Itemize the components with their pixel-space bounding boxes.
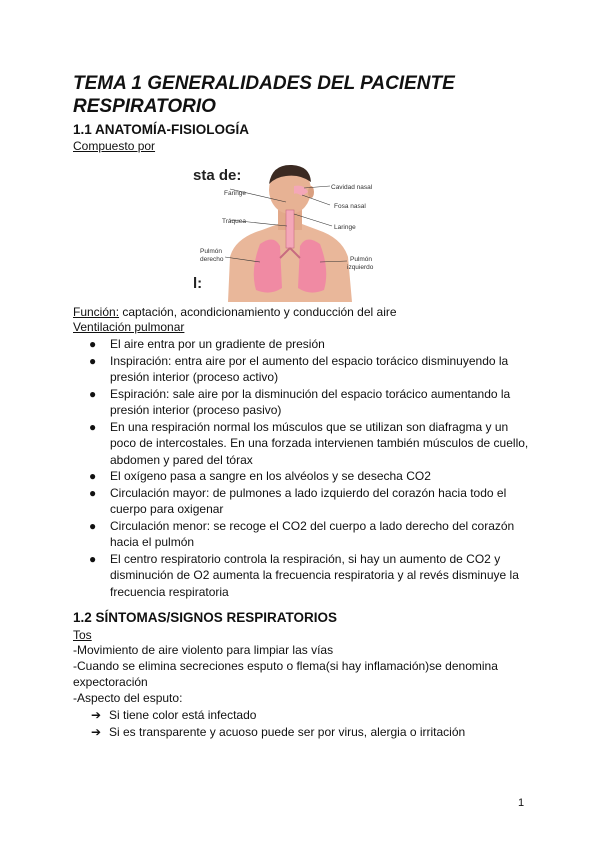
figure-overlay-top: sta de: <box>193 167 242 184</box>
section-heading-sintomas: 1.2 SÍNTOMAS/SIGNOS RESPIRATORIOS <box>73 610 338 625</box>
label-faringe: Faringe <box>224 190 247 197</box>
bullet-icon: ● <box>89 469 97 483</box>
document-title: TEMA 1 GENERALIDADES DEL PACIENTE RESPIRATORIO <box>73 73 455 117</box>
sputum-arrow-list <box>73 707 533 741</box>
label-pulmon-izquierdo-1: Pulmón <box>350 256 373 263</box>
function-label: Función: <box>73 305 120 319</box>
arrow-right-icon: ➔ <box>91 725 102 739</box>
label-pulmon-derecho-2: derecho <box>200 256 224 263</box>
list-item: ● Circulación mayor: de pulmones a lado izquierdo del corazón hacia todo el cuerpo para oxigenar <box>89 485 507 516</box>
tos-line: -Movimiento de aire violento para limpiar las vías <box>73 643 334 657</box>
bullet-icon: ● <box>89 337 97 351</box>
tos-label: Tos <box>73 628 92 642</box>
page-number: 1 <box>518 797 525 809</box>
label-laringe: Laringe <box>334 224 356 231</box>
list-item: ● Espiración: sale aire por la disminución del espacio torácico aumentando la presión interior (proceso pasivo) <box>89 386 511 417</box>
list-item: ➔ Si es transparente y acuoso puede ser por virus, alergia o irritación <box>91 725 466 739</box>
composed-by-label: Compuesto por <box>73 139 156 153</box>
label-pulmon-izquierdo-2: izquierdo <box>347 264 374 271</box>
list-item: ● El aire entra por un gradiente de presión <box>89 337 325 351</box>
bullet-icon: ● <box>89 551 97 566</box>
arrow-right-icon: ➔ <box>91 708 102 722</box>
respiratory-anatomy-illustration <box>190 162 390 302</box>
list-item: ● Circulación menor: se recoge el CO2 del cuerpo a lado derecho del corazón hacia el pulmón <box>89 518 515 549</box>
list-item: ● En una respiración normal los músculos que se utilizan son diafragma y un poco de intercostales. En una forzada intervienen también músculos de cuello, abdomen y pared del tórax <box>89 419 529 467</box>
label-cavidad-nasal: Cavidad nasal <box>331 184 373 191</box>
label-traquea: Tráquea <box>222 218 246 225</box>
label-pulmon-derecho-1: Pulmón <box>200 248 223 255</box>
list-item: ● El oxígeno pasa a sangre en los alvéolos y se desecha CO2 <box>89 469 431 483</box>
label-fosa-nasal: Fosa nasal <box>334 203 366 210</box>
ventilation-bullet-list <box>73 336 533 600</box>
section-heading-anatomia: 1.1 ANATOMÍA-FISIOLOGÍA <box>73 122 250 137</box>
bullet-icon: ● <box>89 419 97 434</box>
bullet-icon: ● <box>89 518 97 533</box>
list-item: ➔ Si tiene color está infectado <box>91 708 257 722</box>
function-line <box>73 304 397 321</box>
respiratory-anatomy-figure <box>190 162 390 302</box>
bullet-icon: ● <box>89 353 97 368</box>
tos-line: expectoración <box>73 675 148 689</box>
figure-overlay-bottom: l: <box>193 275 203 292</box>
bullet-icon: ● <box>89 386 97 401</box>
tos-line: -Cuando se elimina secreciones esputo o flema(si hay inflamación)se denomina <box>73 659 498 673</box>
list-item: ● El centro respiratorio controla la respiración, si hay un aumento de CO2 y disminución de O2 aumenta la frecuencia respiratoria y al revés disminuye la frecuencia respiratoria <box>89 551 519 599</box>
bullet-icon: ● <box>89 485 97 500</box>
tos-line: -Aspecto del esputo: <box>73 691 183 705</box>
ventilation-label: Ventilación pulmonar <box>73 320 185 334</box>
list-item: ● Inspiración: entra aire por el aumento del espacio torácico disminuyendo la presión interior (proceso activo) <box>89 353 509 384</box>
function-text: captación, acondicionamiento y conducción del aire <box>119 305 397 319</box>
